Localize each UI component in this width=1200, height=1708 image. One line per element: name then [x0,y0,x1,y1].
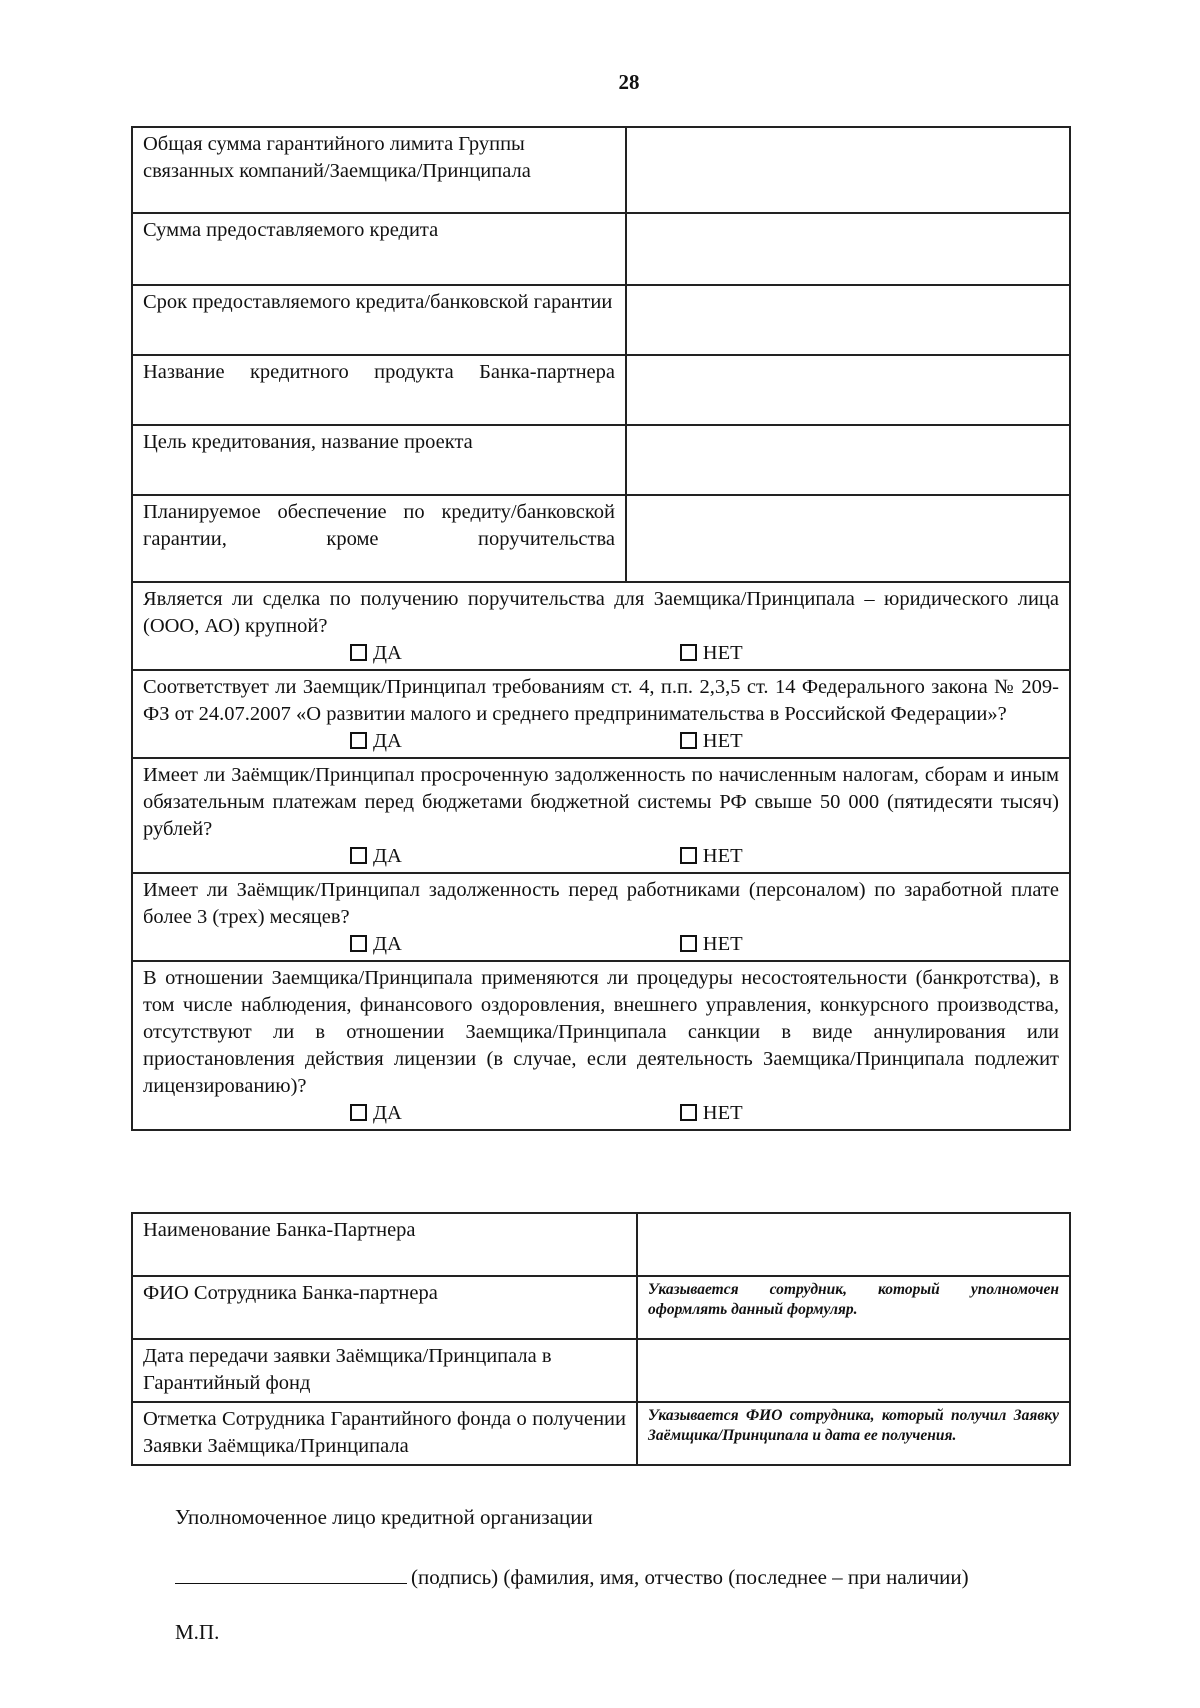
table-row [132,1276,1070,1339]
row-label-fund-receipt: Отметка Сотрудника Гарантийного фонда о получении Заявки Заёмщика/Принципала [132,1402,637,1465]
row-value-loan-term[interactable] [626,285,1070,355]
answer-options [143,640,1059,667]
row-value-loan-purpose[interactable] [626,425,1070,495]
row-label-collateral: Планируемое обеспечение по кредиту/банковской гарантии, кроме поручительства [132,495,626,582]
no-option[interactable] [680,728,743,755]
row-value-fund-receipt[interactable]: Указывается ФИО сотрудника, который получил Заявку Заёмщика/Принципала и дата ее получения. [637,1402,1070,1465]
checkbox-icon[interactable] [350,847,367,864]
no-label: НЕТ [702,730,743,752]
yes-label: ДА [373,845,402,867]
table-row [132,1213,1070,1276]
bank-partner-table [131,1212,1071,1466]
table-row [132,355,1070,425]
row-value-guarantee-limit[interactable] [626,127,1070,213]
row-label-loan-term: Срок предоставляемого кредита/банковской гарантии [132,285,626,355]
question-bankruptcy [132,961,1070,1130]
no-label: НЕТ [702,642,743,664]
question-major-deal [132,582,1070,670]
no-label: НЕТ [702,845,743,867]
authorized-person-label: Уполномоченное лицо кредитной организации [175,1505,593,1529]
checkbox-icon[interactable] [350,935,367,952]
row-label-bank-name: Наименование Банка-Партнера [132,1213,637,1276]
checkbox-icon[interactable] [680,1104,697,1121]
yes-option[interactable] [350,843,402,870]
checkbox-icon[interactable] [350,732,367,749]
question-text: Является ли сделка по получению поручительства для Заемщика/Принципала – юридического лица (ООО, АО) крупной? [143,588,1059,637]
signature-blank[interactable] [175,1562,407,1584]
table-row [132,213,1070,285]
question-row [132,961,1070,1130]
no-option[interactable] [680,843,743,870]
checkbox-icon[interactable] [680,847,697,864]
row-value-loan-amount[interactable] [626,213,1070,285]
no-option[interactable] [680,640,743,667]
question-row [132,758,1070,873]
question-text: Соответствует ли Заемщик/Принципал требованиям ст. 4, п.п. 2,3,5 ст. 14 Федерального закона № 209-ФЗ от 24.07.2007 «О развитии малого и среднего предпринимательства в Российской Федерации»? [143,676,1059,725]
row-value-collateral[interactable] [626,495,1070,582]
checkbox-icon[interactable] [350,1104,367,1121]
checkbox-icon[interactable] [680,732,697,749]
row-value-bank-name[interactable] [637,1213,1070,1276]
answer-options [143,728,1059,755]
table-row [132,285,1070,355]
question-salary-debt [132,873,1070,961]
no-label: НЕТ [702,933,743,955]
answer-options [143,843,1059,870]
table-row [132,495,1070,582]
answer-options [143,1100,1059,1127]
question-row [132,582,1070,670]
row-label-loan-purpose: Цель кредитования, название проекта [132,425,626,495]
yes-label: ДА [373,933,402,955]
question-text: Имеет ли Заёмщик/Принципал задолженность перед работниками (персоналом) по заработной плате более 3 (трех) месяцев? [143,879,1059,928]
yes-option[interactable] [350,728,402,755]
yes-option[interactable] [350,931,402,958]
yes-label: ДА [373,730,402,752]
row-label-bank-employee: ФИО Сотрудника Банка-партнера [132,1276,637,1339]
no-label: НЕТ [702,1102,743,1124]
question-sme-law [132,670,1070,758]
row-value-credit-product[interactable] [626,355,1070,425]
question-text: Имеет ли Заёмщик/Принципал просроченную задолженность по начисленным налогам, сборам и иным обязательным платежам перед бюджетами бюджетной системы РФ свыше 50 000 (пятидесяти тысяч) рублей? [143,764,1059,840]
page-number: 28 [618,70,640,94]
row-value-transfer-date[interactable] [637,1339,1070,1402]
answer-options [143,931,1059,958]
stamp-placeholder: М.П. [175,1620,220,1644]
yes-label: ДА [373,1102,402,1124]
question-row [132,873,1070,961]
checkbox-icon[interactable] [350,644,367,661]
checkbox-icon[interactable] [680,935,697,952]
question-row [132,670,1070,758]
no-option[interactable] [680,1100,743,1127]
table-row [132,127,1070,213]
table-row [132,1339,1070,1402]
row-value-bank-employee[interactable]: Указывается сотрудник, который уполномочен оформлять данный формуляр. [637,1276,1070,1339]
row-label-transfer-date: Дата передачи заявки Заёмщика/Принципала в Гарантийный фонд [132,1339,637,1402]
table-row [132,1402,1070,1465]
yes-label: ДА [373,642,402,664]
question-text: В отношении Заемщика/Принципала применяются ли процедуры несостоятельности (банкротства), в том числе наблюдения, финансового оздоровления, внешнего управления, конкурсного производства, отсутствуют ли в отношении Заемщика/Принципала санкции в виде аннулирования или приостановления действия лицензии (в случае, если деятельность Заемщика/Принципала подлежит лицензированию)? [143,967,1059,1097]
no-option[interactable] [680,931,743,958]
checkbox-icon[interactable] [680,644,697,661]
yes-option[interactable] [350,1100,402,1127]
question-tax-debt [132,758,1070,873]
signature-line [175,1562,969,1590]
table-row [132,425,1070,495]
signature-caption: (подпись) (фамилия, имя, отчество (последнее – при наличии) [411,1565,969,1589]
yes-option[interactable] [350,640,402,667]
row-label-credit-product: Название кредитного продукта Банка-партнера [132,355,626,425]
row-label-loan-amount: Сумма предоставляемого кредита [132,213,626,285]
row-label-guarantee-limit: Общая сумма гарантийного лимита Группы связанных компаний/Заемщика/Принципала [132,127,626,213]
loan-info-table [131,126,1071,1131]
